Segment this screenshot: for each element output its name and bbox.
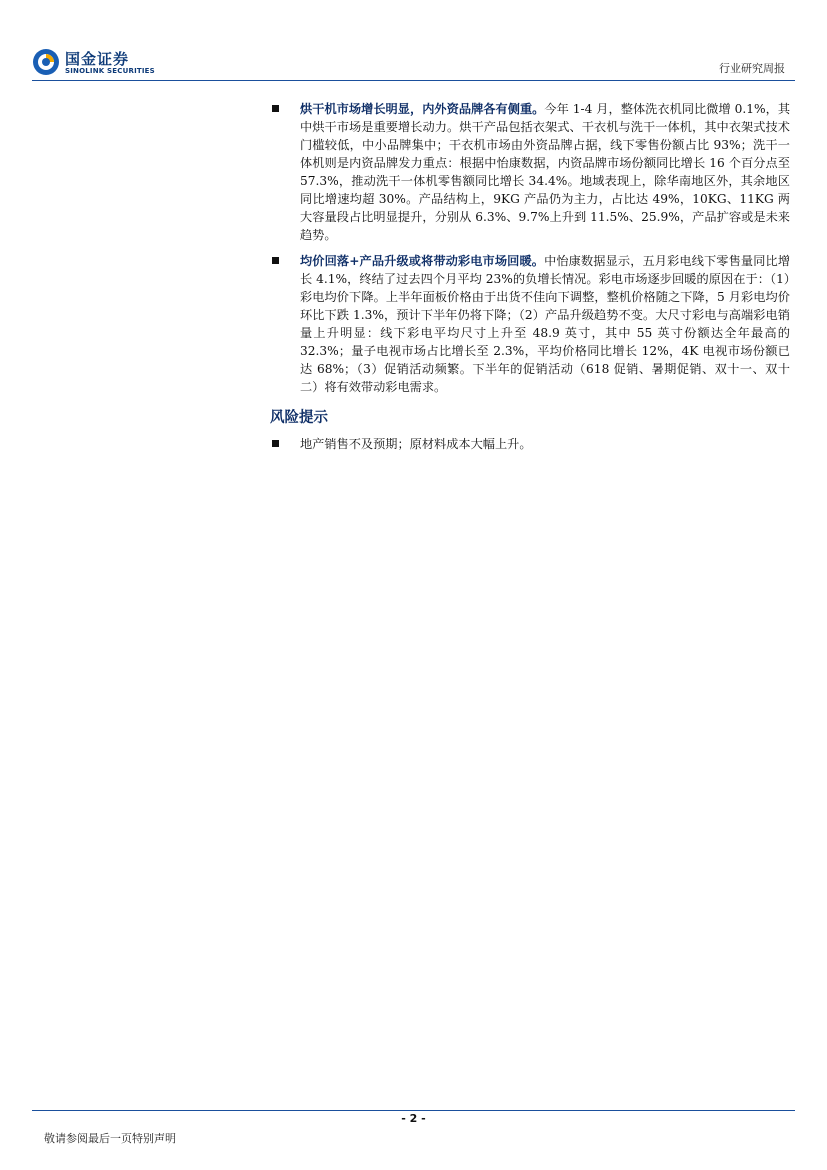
page-header [0, 0, 827, 82]
footer-divider [32, 1110, 795, 1111]
main-content [270, 100, 790, 461]
logo-english-name: SINOLINK SECURITIES [65, 67, 155, 75]
report-type-label: 行业研究周报 [719, 62, 785, 75]
header-divider [32, 80, 795, 81]
bullet-square-icon [272, 257, 279, 264]
bullet-title: 烘干机市场增长明显，内外资品牌各有侧重。 [300, 102, 545, 116]
logo-chinese-name: 国金证券 [65, 50, 130, 68]
risk-section-title: 风险提示 [270, 409, 328, 426]
bullet-text: 中怡康数据显示，五月彩电线下零售量同比增长 4.1%，终结了过去四个月平均 23%的负增长情况。彩电市场逐步回暖的原因在于：（1）彩电均价下降。上半年面板价格由于出货不佳向下调整，整机价格随之下降，5 月彩电均价环比下跌 1.3%，预计下半年仍将下降；（2）产品升级趋势不变。大尺寸彩电与高端彩电销量上升明显：线下彩电平均尺寸上升至 48.9 英寸，其中 55 英寸份额达全年最高的 32.3%；量子电视市场占比增长至 2.3%，平均价格同比增长 12%，4K 电视市场份额已达 68%；（3）促销活动频繁。下半年的促销活动（618 促销、暑期促销、双十一、双十二）将有效带动彩电需求。 [300, 254, 791, 394]
company-logo [32, 44, 162, 80]
bullet-square-icon [272, 440, 279, 447]
bullet-dryer-market [270, 100, 790, 244]
bullet-tv-market [270, 252, 790, 396]
risk-item-text: 地产销售不及预期；原材料成本大幅上升。 [300, 437, 532, 451]
bullet-text: 今年 1-4 月，整体洗衣机同比微增 0.1%，其中烘干市场是重要增长动力。烘干产品包括衣架式、干衣机与洗干一体机，其中衣架式技术门槛较低，中小品牌集中；干衣机市场由外资品牌占据，线下零售份额占比 93%；洗干一体机则是内资品牌发力重点：根据中怡康数据，内资品牌市场份额同比增长 16 个百分点至 57.3%，推动洗干一体机零售额同比增长 34.4%。地域表现上，除华南地区外，其余地区同比增速均超 30%。产品结构上，9KG 产品仍为主力，占比达 49%，10KG、11KG 两大容量段占比明显提升，分别从 6.3%、9.7%上升到 11.5%、25.9%，产品扩容或是未来趋势。 [300, 102, 791, 242]
bullet-title: 均价回落+产品升级或将带动彩电市场回暖。 [300, 254, 545, 268]
bullet-square-icon [272, 105, 279, 112]
sinolink-logo-icon [32, 48, 60, 76]
page-number: - 2 - [401, 1112, 426, 1125]
risk-item [270, 435, 790, 453]
footer-disclaimer: 敬请参阅最后一页特别声明 [44, 1132, 176, 1145]
